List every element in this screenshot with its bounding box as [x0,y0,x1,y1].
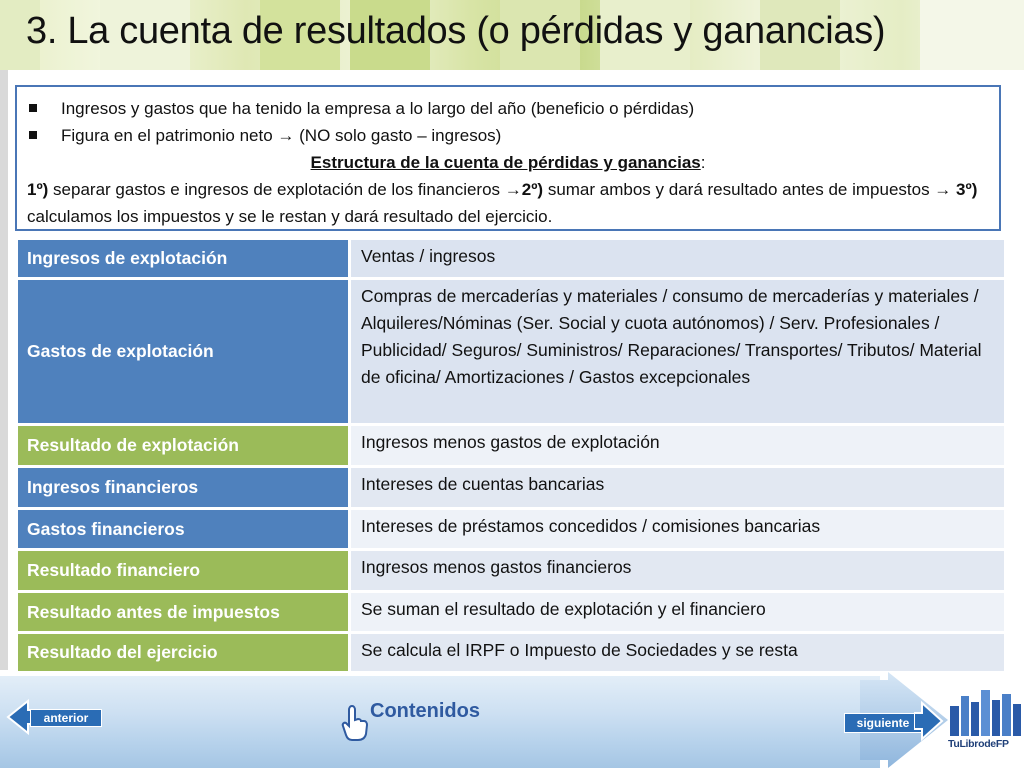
table-row [18,510,1004,551]
row-value: Compras de mercaderías y materiales / consumo de mercaderías y materiales / Alquileres/Nóminas (Ser. Social y cuota autónomos) / Serv. Profesionales / Publicidad/ Seguros/ Suministros/ Reparaciones/ Transportes/ Tributos/ Material de oficina/ Amortizaciones / Gastos excepcionales [351,280,1004,426]
step-2-text: sumar ambos y dará resultado antes de impuestos → [543,180,957,199]
arrow-right-icon [914,699,944,743]
step-1-text: separar gastos e ingresos de explotación de los financieros → [48,180,522,199]
previous-label: anterior [30,709,102,727]
row-value: Se calcula el IRPF o Impuesto de Sociedades y se resta [351,634,1004,674]
row-value: Se suman el resultado de explotación y el financiero [351,593,1004,634]
row-value: Intereses de préstamos concedidos / comisiones bancarias [351,510,1004,551]
table-row [18,551,1004,593]
step-3-number: 3º) [956,180,978,199]
row-value: Ventas / ingresos [351,240,1004,280]
logo-text: TuLibrodeFP [948,738,1009,750]
table-row [18,426,1004,468]
row-label: Resultado de explotación [18,426,351,468]
bullet-text: Figura en el patrimonio neto → (NO solo gasto – ingresos) [61,126,502,145]
summary-bullets [27,95,989,149]
row-label: Gastos financieros [18,510,351,551]
table-row [18,593,1004,634]
summary-box [15,85,1001,231]
structure-heading [27,149,989,176]
table-row [18,634,1004,674]
left-accent-bar [0,70,8,670]
tulibrodefp-logo [948,686,1024,768]
row-value: Ingresos menos gastos de explotación [351,426,1004,468]
structure-heading-text: Estructura de la cuenta de pérdidas y ganancias [310,153,701,172]
row-value: Intereses de cuentas bancarias [351,468,1004,510]
table-row [18,240,1004,280]
books-logo-icon [948,686,1024,736]
row-label: Resultado del ejercicio [18,634,351,674]
step-2-number: 2º) [521,180,544,199]
step-1-number: 1º) [27,180,49,199]
row-label: Gastos de explotación [18,280,351,426]
structure-heading-colon: : [700,153,706,172]
bullet-square-icon [29,131,37,139]
row-label: Resultado financiero [18,551,351,593]
results-table [18,240,1004,674]
next-label: siguiente [844,713,922,733]
table-row [18,468,1004,510]
summary-bullet [27,95,989,122]
table-row [18,280,1004,426]
bullet-square-icon [29,104,37,112]
slide-title: 3. La cuenta de resultados (o pérdidas y ganancias) [26,10,886,52]
row-label: Ingresos de explotación [18,240,351,280]
row-value: Ingresos menos gastos financieros [351,551,1004,593]
contents-label: Contenidos [370,700,480,722]
structure-steps [27,176,989,230]
hand-pointer-icon [340,702,370,742]
previous-button[interactable] [6,697,106,737]
row-label: Ingresos financieros [18,468,351,510]
bullet-text: Ingresos y gastos que ha tenido la empresa a lo largo del año (beneficio o pérdidas) [61,99,695,118]
row-label: Resultado antes de impuestos [18,593,351,634]
step-3-text: calculamos los impuestos y se le restan y dará resultado del ejercicio. [27,207,553,226]
next-button[interactable] [838,697,946,745]
summary-bullet [27,122,989,149]
